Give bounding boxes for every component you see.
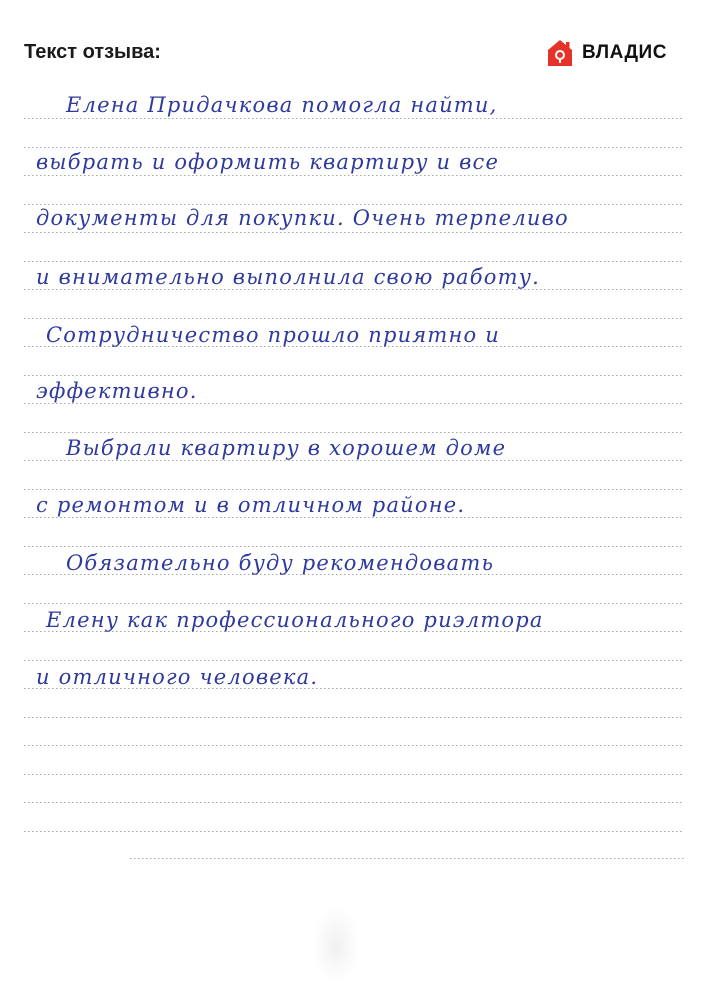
review-line: Елена Придачкова помогла найти, [66,93,498,117]
review-line: и внимательно выполнила свою работу. [36,265,540,289]
review-line: документы для покупки. Очень терпеливо [36,206,569,230]
review-line: эффективно. [36,379,198,403]
review-line: и отличного человека. [36,665,319,689]
brand-name: ВЛАДИС [582,42,667,63]
review-line: Сотрудничество прошло приятно и [46,323,501,347]
review-line: выбрать и оформить квартиру и все [36,150,500,174]
review-line: Обязательно буду рекомендовать [66,551,495,575]
review-line: Елену как профессионального риэлтора [46,608,544,632]
review-line: Выбрали квартиру в хорошем доме [66,436,507,460]
scan-smudge [312,905,360,985]
page-title: Текст отзыва: [24,41,161,63]
review-line: с ремонтом и в отличном районе. [36,493,466,517]
